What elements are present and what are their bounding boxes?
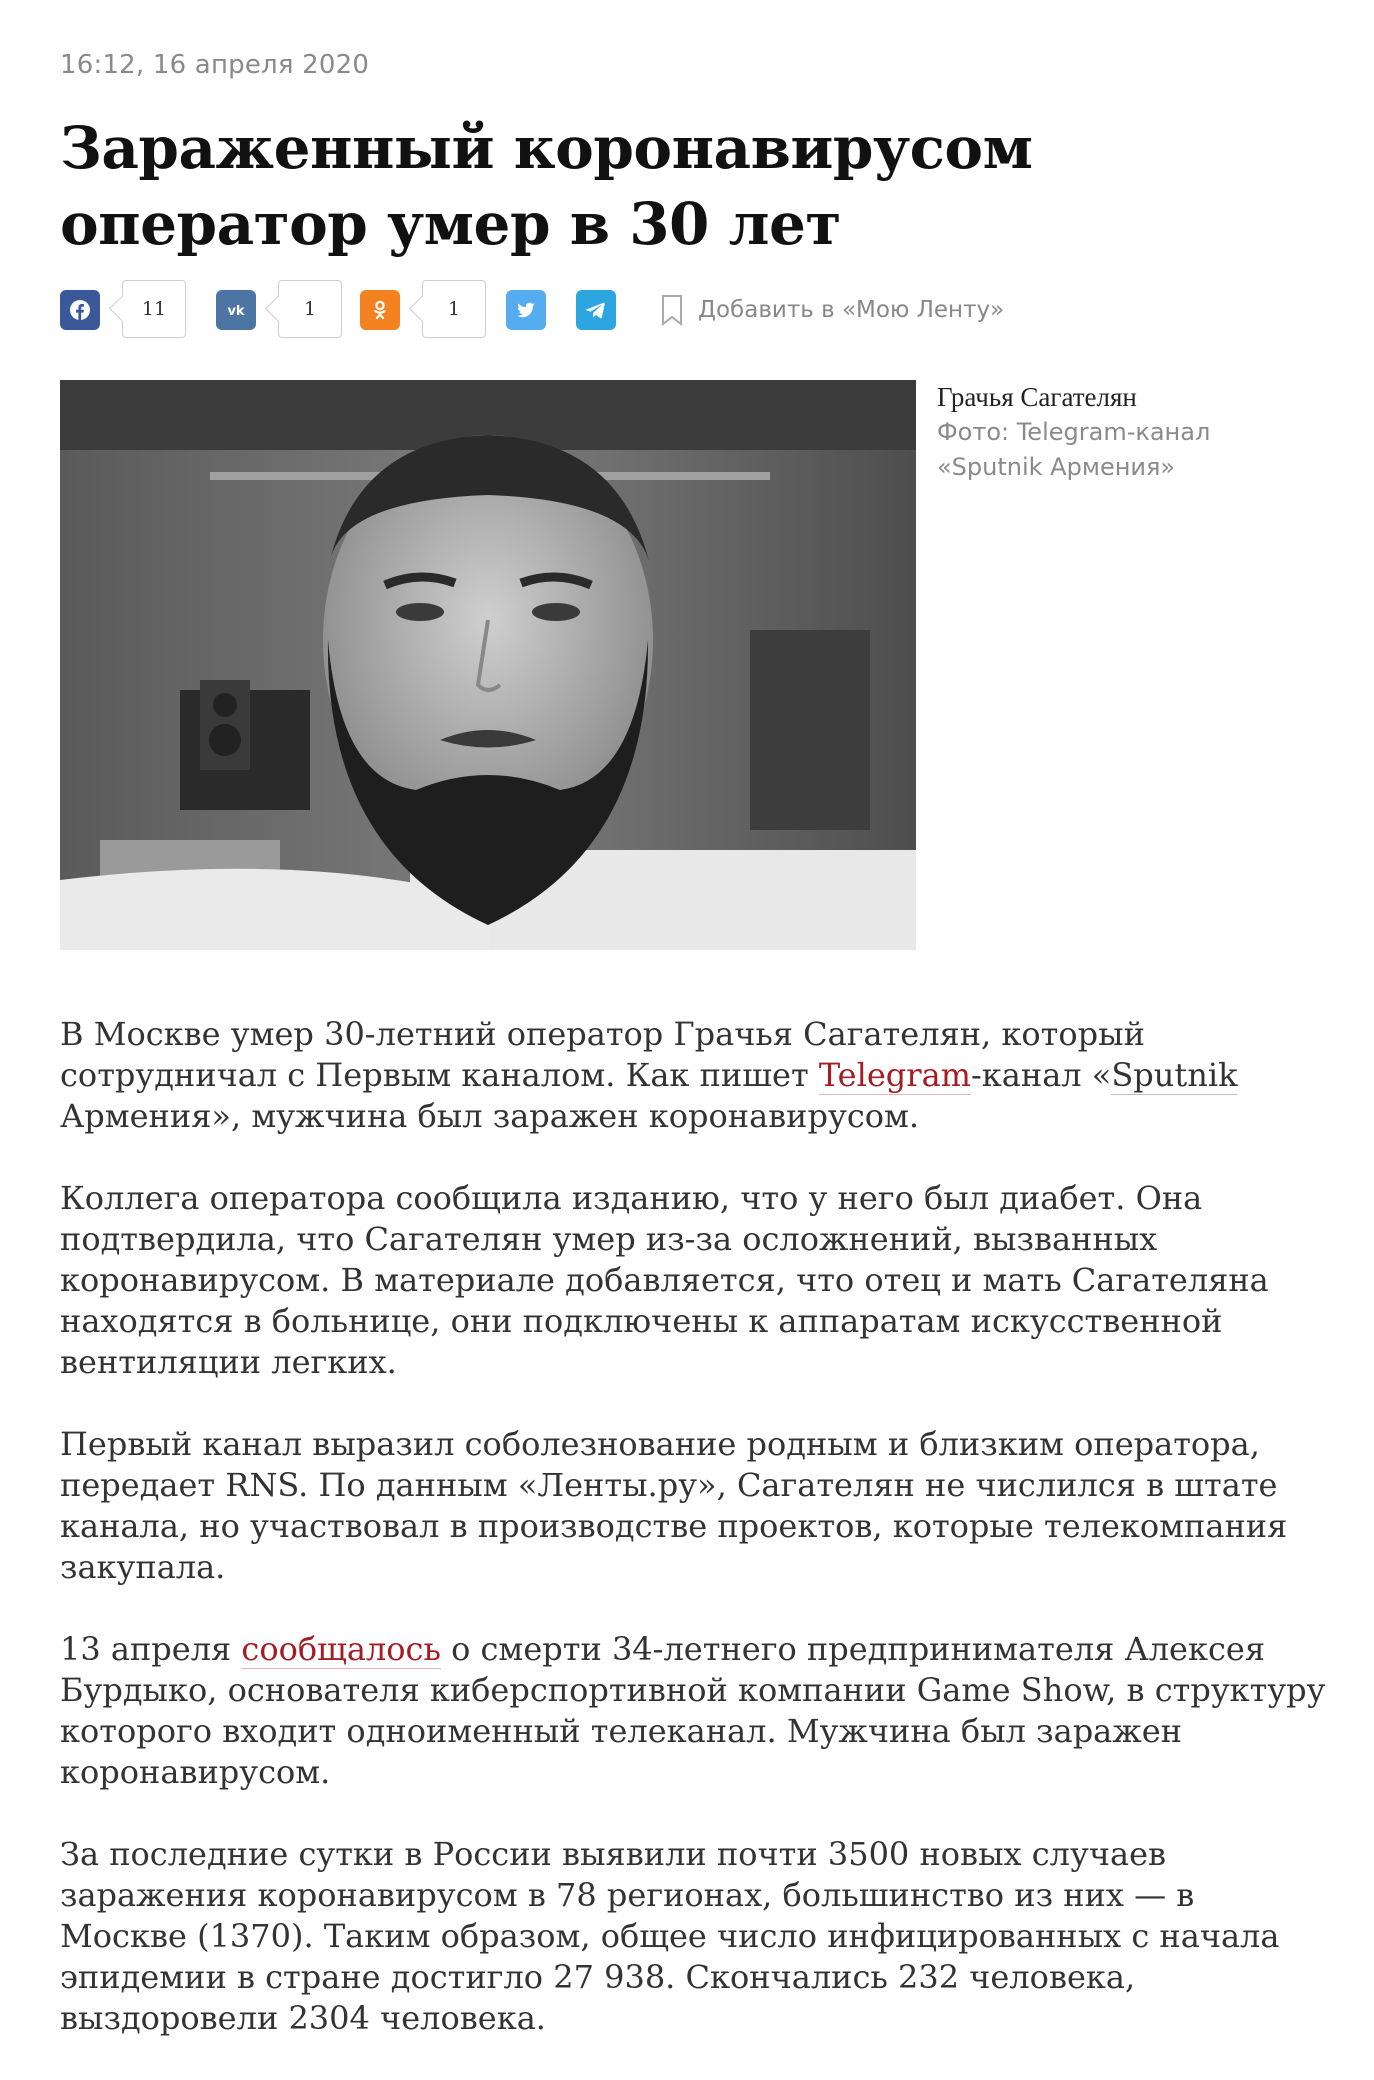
telegram-link[interactable]: Telegram — [818, 1056, 971, 1094]
telegram-icon — [584, 298, 608, 322]
paragraph-text: В Москве умер 30-летний оператор Грачья Сагателян, который сотрудничал с Первым каналом. Как пишет — [60, 1015, 1145, 1094]
twitter-icon — [514, 298, 538, 322]
photo-credit: Фото: Telegram-канал «Sputnik Армения» — [937, 418, 1211, 481]
sputnik-link[interactable]: Sputnik — [1111, 1056, 1238, 1094]
facebook-share-button[interactable] — [60, 290, 100, 330]
article-timestamp: 16:12, 16 апреля 2020 — [60, 50, 370, 80]
paragraph-4 — [60, 1629, 1330, 1793]
paragraph-2: Коллега оператора сообщила изданию, что у него был диабет. Она подтвердила, что Сагателян умер из-за осложнений, вызванных коронавирусом. В материале добавляется, что отец и мать Сагателяна находятся в больнице, они подключены к аппаратам искусственной вентиляции легких. — [60, 1179, 1269, 1381]
article-body — [60, 1014, 1330, 2080]
portrait-image — [60, 380, 916, 950]
reported-link[interactable]: сообщалось — [241, 1630, 441, 1668]
add-to-my-feed-label: Добавить в «Мою Ленту» — [698, 297, 1005, 323]
share-bar — [60, 280, 1260, 340]
bookmark-icon — [660, 294, 684, 326]
vk-share-count: 1 — [278, 280, 342, 338]
telegram-share-button[interactable] — [576, 290, 616, 330]
facebook-icon — [68, 298, 92, 322]
paragraph-3: Первый канал выразил соболезнование родным и близким оператора, передает RNS. По данным «Ленты.ру», Сагателян не числился в штате канала, но участвовал в производстве проектов, которые телекомпания закупала. — [60, 1425, 1288, 1586]
paragraph-text: -канал « — [970, 1056, 1112, 1094]
vk-share-button[interactable] — [216, 290, 256, 330]
paragraph-text: о смерти 34-летнего предпринимателя Алексея Бурдыко, основателя киберспортивной компании Game Show, в структуру которого входит одноименный телеканал. Мужчина был заражен коронавирусом. — [60, 1630, 1326, 1791]
ok-share-count: 1 — [422, 280, 486, 338]
photo-caption — [937, 380, 1267, 485]
article-title: Зараженный коронавирусом оператор умер в 30 лет — [60, 114, 1033, 258]
paragraph-5: За последние сутки в России выявили почти 3500 новых случаев заражения коронавирусом в 78 регионах, большинство из них — в Москве (1370). Таким образом, общее число инфицированных с начала эпидемии в стране достигло 27 938. Скончались 232 человека, выздоровели 2304 человека. — [60, 1835, 1280, 2037]
paragraph-1 — [60, 1014, 1330, 1137]
odnoklassniki-icon — [368, 298, 392, 322]
ok-share-button[interactable] — [360, 290, 400, 330]
svg-text:vk: vk — [227, 304, 245, 319]
facebook-share-count: 11 — [122, 280, 186, 338]
photo-caption-name: Грачья Сагателян — [937, 382, 1137, 412]
vk-icon — [224, 298, 248, 322]
twitter-share-button[interactable] — [506, 290, 546, 330]
paragraph-text: 13 апреля — [60, 1630, 242, 1668]
article-photo — [60, 380, 916, 950]
add-to-my-feed-button[interactable] — [660, 294, 1004, 326]
paragraph-text: Армения», мужчина был заражен коронавирусом. — [60, 1097, 920, 1135]
